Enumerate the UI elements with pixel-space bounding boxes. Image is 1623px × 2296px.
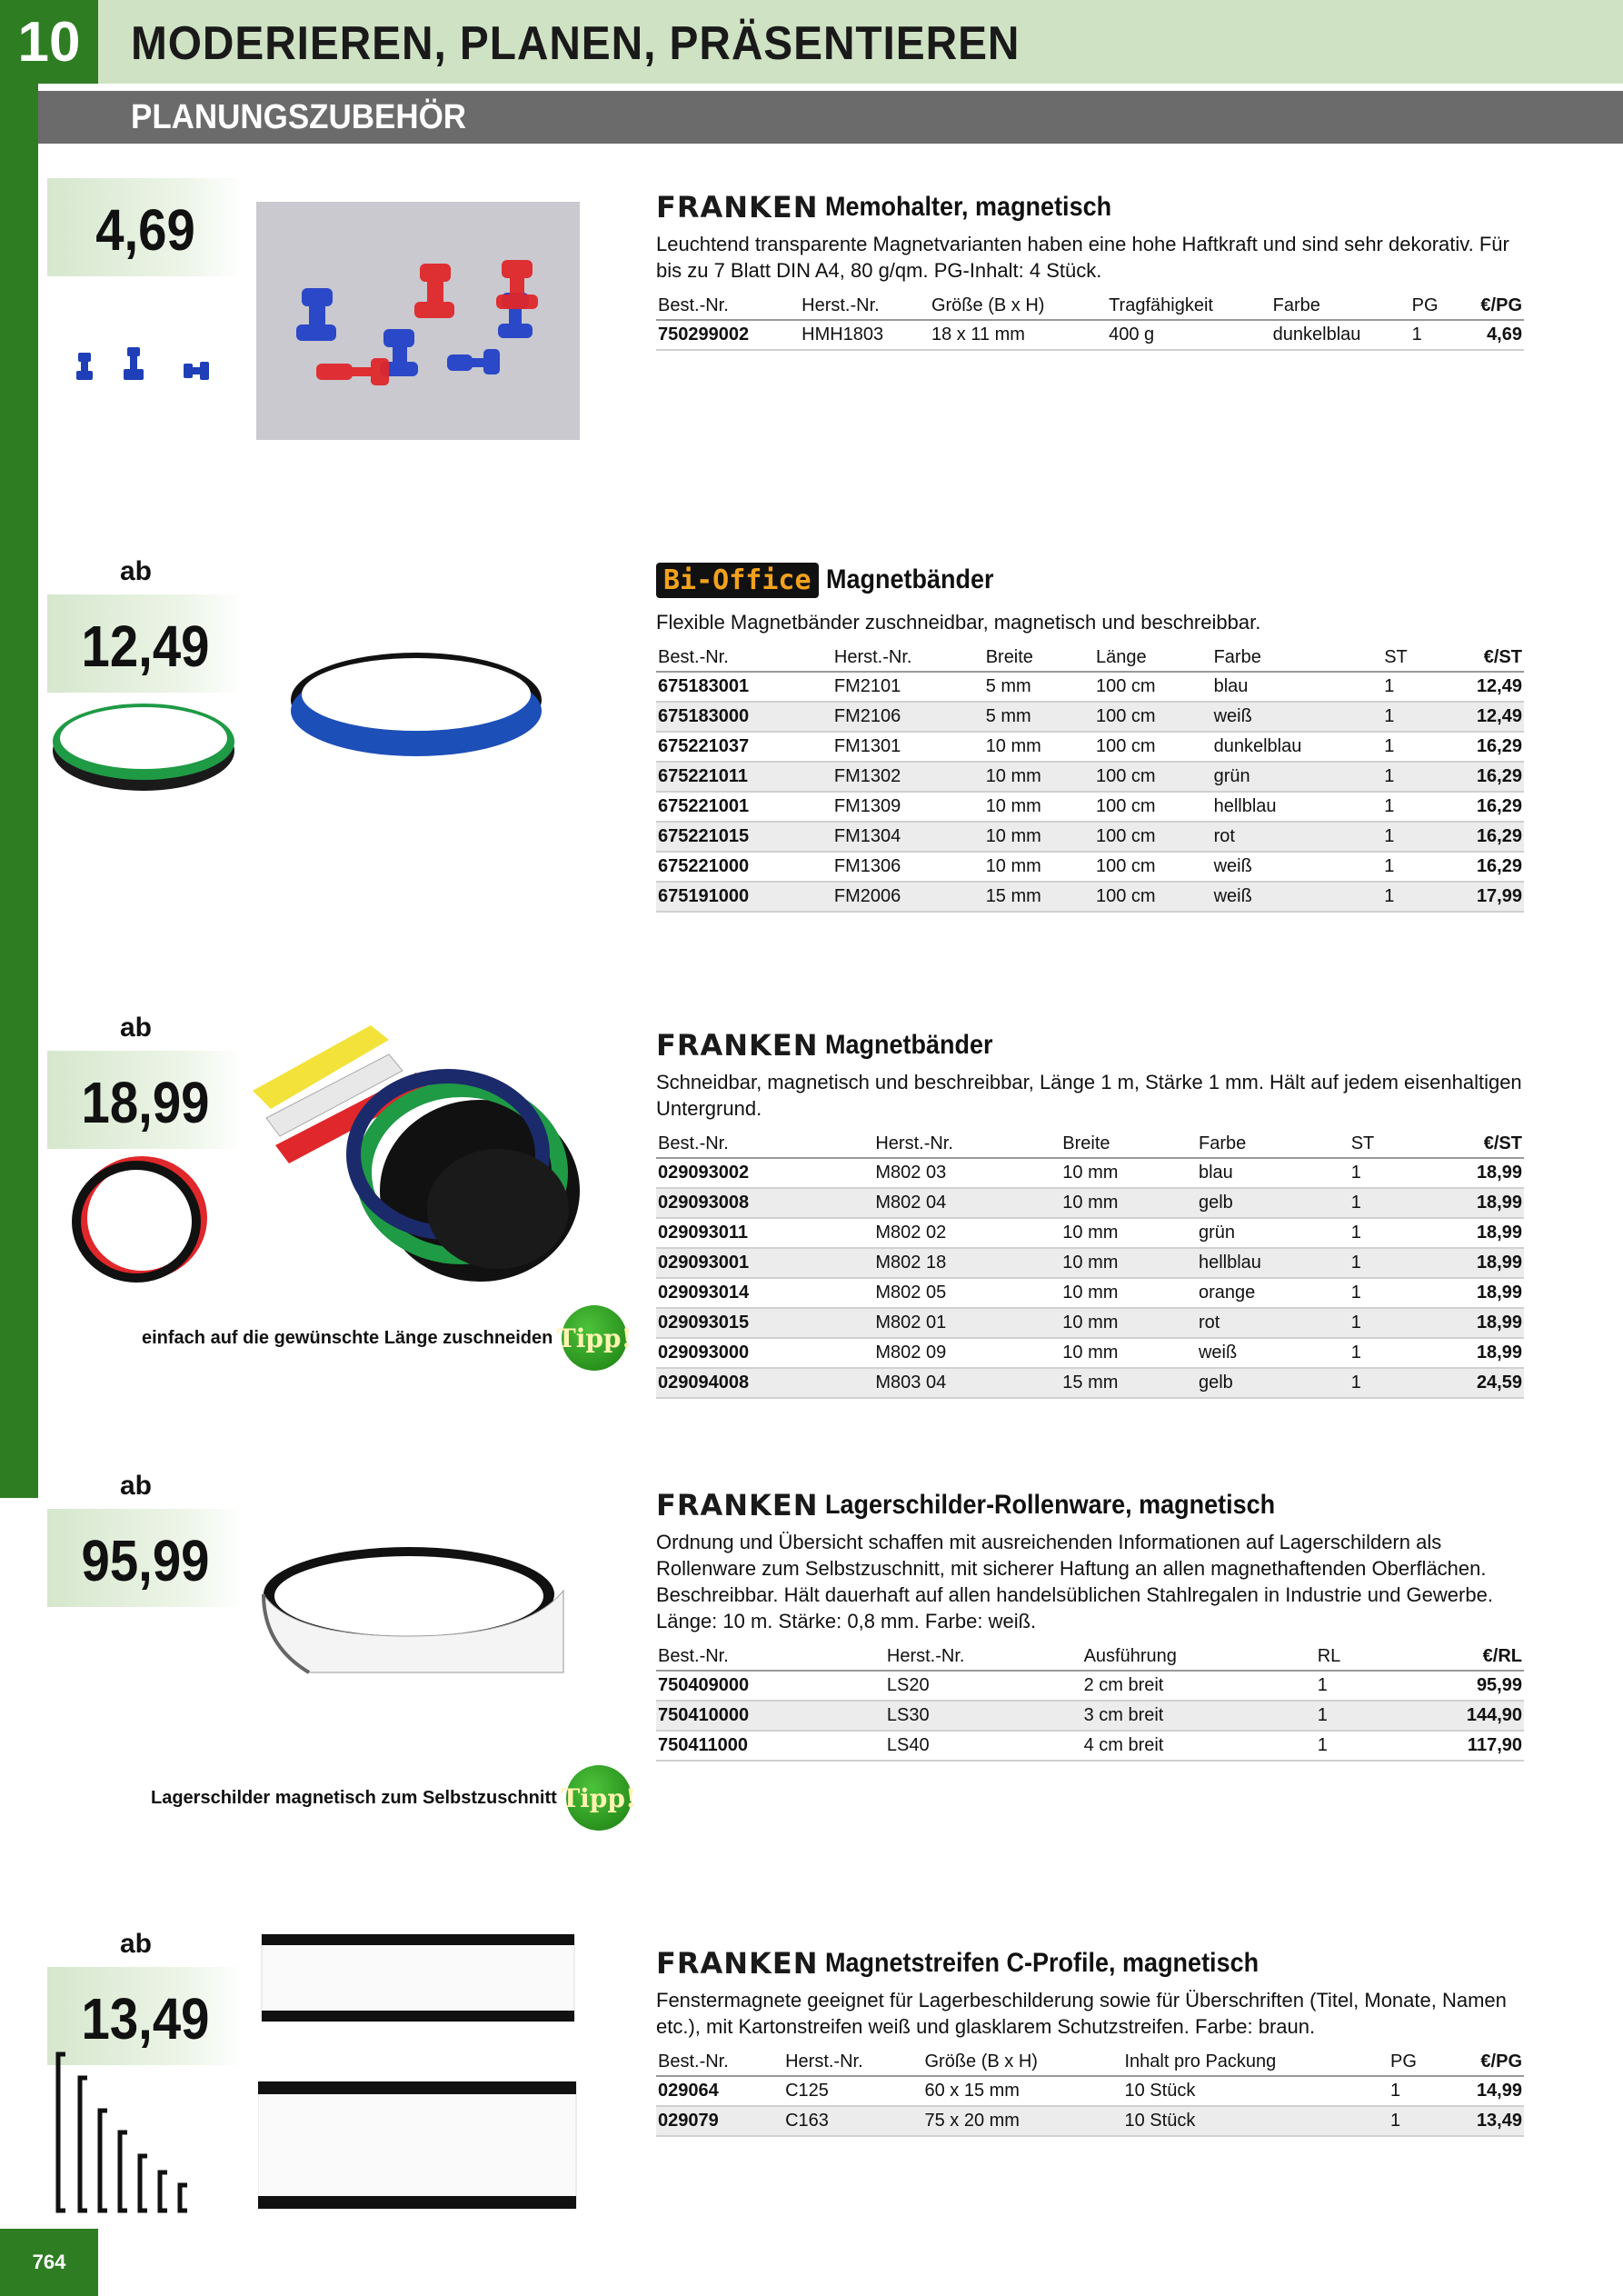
table-cell: 750409000 [656,1671,885,1701]
table-row [656,2106,1524,2136]
table-cell: 100 cm [1094,762,1212,792]
table-cell: 5 mm [984,672,1094,702]
table-cell: 10 mm [1060,1188,1197,1218]
label-roll-image [254,1536,573,1695]
table-cell: 16,29 [1432,822,1524,852]
table-cell: 24,59 [1411,1368,1524,1398]
product-description: Ordnung und Übersicht schaffen mit ausreichenden Informationen auf Lagerschildern als Rollenware zum Selbstzuschnitt, mit sicherer Haftung an allen magnethaftenden Oberflächen. Beschreibbar. Hält dauerhaft auf allen handelsüblichen Stahlregalen in Industrie und Gewerbe. Länge: 10 m. Stärke: 0,8 mm. Farbe: weiß. [656,1531,1493,1632]
table-header-cell: €/RL [1380,1643,1524,1671]
table-cell: 1 [1382,852,1432,882]
price-value: 4,69 [95,197,195,263]
table-row [656,2076,1524,2106]
table-cell: 95,99 [1380,1671,1524,1701]
product-memohalter [656,189,1524,351]
table-cell: 1 [1349,1308,1411,1338]
table-cell: 144,90 [1380,1701,1524,1731]
table-cell: dunkelblau [1271,320,1410,350]
table-cell: 15 mm [984,882,1094,912]
table-header-cell: Best.-Nr. [656,2049,783,2076]
table-header-cell: Größe (B x H) [930,293,1107,320]
table-cell: FM2101 [832,672,984,702]
table-cell: 1 [1316,1731,1381,1761]
table-cell: 029093000 [656,1338,873,1368]
table-cell: gelb [1197,1188,1349,1218]
table-cell: 17,99 [1432,882,1524,912]
table-cell: FM1304 [832,822,984,852]
table-cell: 12,49 [1432,702,1524,732]
table-cell: 10 mm [1060,1308,1197,1338]
table-cell: 1 [1316,1671,1381,1701]
table-cell: 029064 [656,2076,783,2106]
table-cell: 14,99 [1439,2076,1524,2106]
page-number: 764 [0,2229,98,2296]
table-cell: 1 [1410,320,1456,350]
table-cell: 1 [1382,792,1432,822]
table-header-cell: €/ST [1411,1131,1524,1158]
table-cell: 10 mm [1060,1158,1197,1188]
table-cell: dunkelblau [1212,732,1383,762]
table-row [656,1188,1524,1218]
chapter-sidebar [0,84,38,1498]
table-cell: M802 01 [873,1308,1060,1338]
tip-note [151,1765,637,1831]
table-cell: 75 x 20 mm [922,2106,1122,2136]
table-header-cell: Ausführung [1082,1643,1316,1671]
franken-tape-rolls-image [71,1018,589,1295]
product-table [656,1643,1524,1762]
table-cell: 1 [1349,1248,1411,1278]
table-cell: 750410000 [656,1701,885,1731]
table-cell: 10 mm [984,822,1094,852]
table-header-cell: €/PG [1456,293,1524,320]
table-cell: 10 Stück [1123,2076,1389,2106]
table-cell: M802 04 [873,1188,1060,1218]
table-header-cell: ST [1382,644,1432,672]
table-cell: 10 mm [984,792,1094,822]
table-cell: M802 02 [873,1218,1060,1248]
table-cell: 1 [1382,822,1432,852]
table-cell: 18,99 [1411,1308,1524,1338]
table-row [656,702,1524,732]
table-cell: 1 [1316,1701,1381,1731]
table-cell: 675183000 [656,702,832,732]
table-cell: weiß [1212,702,1383,732]
table-cell: grün [1212,762,1383,792]
table-cell: 18,99 [1411,1158,1524,1188]
table-cell: orange [1197,1278,1349,1308]
table-cell: M802 05 [873,1278,1060,1308]
table-cell: FM1301 [832,732,984,762]
table-cell: 5 mm [984,702,1094,732]
table-cell: 1 [1349,1338,1411,1368]
table-cell: 12,49 [1432,672,1524,702]
table-header-cell: RL [1316,1643,1381,1671]
table-cell: hellblau [1197,1248,1349,1278]
tip-badge-icon: Tipp! [566,1765,632,1831]
table-row [656,1671,1524,1701]
price-value: 18,99 [81,1070,210,1135]
table-cell: 10 mm [984,732,1094,762]
table-cell: 2 cm breit [1082,1671,1316,1701]
table-cell: 675221015 [656,822,832,852]
section-bar [38,91,1623,144]
table-row [656,1308,1524,1338]
table-row [656,1701,1524,1731]
product-name: Lagerschilder-Rollenware, magnetisch [825,1490,1276,1520]
product-name: Magnetbänder [825,564,994,594]
product-table [656,2049,1524,2137]
table-header-cell: Inhalt pro Packung [1123,2049,1389,2076]
price-prefix: ab [119,1013,152,1043]
memo-holder-image [256,202,580,444]
table-cell: M802 09 [873,1338,1060,1368]
table-header-cell: €/PG [1439,2049,1524,2076]
table-cell: 029093011 [656,1218,873,1248]
table-header-cell: Herst.-Nr. [832,644,984,672]
product-bioffice-magnetbaender [656,556,1524,913]
table-cell: 100 cm [1094,822,1212,852]
table-row [656,1278,1524,1308]
table-cell: 1 [1382,882,1432,912]
product-name: Memohalter, magnetisch [825,192,1112,222]
table-cell: 675221001 [656,792,832,822]
table-row [656,852,1524,882]
table-cell: 1 [1382,702,1432,732]
table-row [656,1731,1524,1761]
product-description: Schneidbar, magnetisch und beschreibbar, Länge 1 m, Stärke 1 mm. Hält auf jedem eisenhaltigen Untergrund. [656,1071,1522,1120]
product-franken-magnetbaender [656,1027,1524,1399]
table-header-cell: Herst.-Nr. [885,1643,1082,1671]
price-prefix: ab [119,1471,152,1501]
table-row [656,320,1524,350]
table-cell: 029093015 [656,1308,873,1338]
table-header-cell: Best.-Nr. [656,1643,885,1671]
table-header-cell: Farbe [1271,293,1410,320]
price-value: 12,49 [81,614,210,679]
table-cell: M803 04 [873,1368,1060,1398]
section-title: PLANUNGSZUBEHÖR [131,98,467,136]
table-cell: 13,49 [1439,2106,1524,2136]
table-cell: 675191000 [656,882,832,912]
table-cell: 10 mm [1060,1338,1197,1368]
table-header-cell: Best.-Nr. [656,644,832,672]
price-tag [47,178,244,276]
magnetic-tape-rolls-image [45,627,554,814]
product-c-profile [656,1945,1524,2137]
table-header-cell: Best.-Nr. [656,293,800,320]
table-cell: FM1309 [832,792,984,822]
table-header-cell: €/ST [1432,644,1524,672]
tip-badge-icon: Tipp! [562,1305,627,1371]
table-cell: 675221000 [656,852,832,882]
table-cell: 10 Stück [1123,2106,1389,2136]
table-cell: 16,29 [1432,792,1524,822]
product-table [656,293,1524,351]
table-row [656,822,1524,852]
tip-text: einfach auf die gewünschte Länge zuschneiden [142,1327,553,1348]
page-title: MODERIEREN, PLANEN, PRÄSENTIEREN [131,17,1021,70]
memo-holder-image-small [73,344,227,403]
product-lagerschilder [656,1487,1524,1762]
table-cell: 16,29 [1432,852,1524,882]
table-row [656,1158,1524,1188]
table-cell: 1 [1349,1218,1411,1248]
table-cell: 750411000 [656,1731,885,1761]
table-cell: 100 cm [1094,882,1212,912]
c-profile-strips-image [258,1927,578,2222]
table-row [656,1248,1524,1278]
table-cell: grün [1197,1218,1349,1248]
table-cell: 029093002 [656,1158,873,1188]
table-header-cell: ST [1349,1131,1411,1158]
table-cell: LS20 [885,1671,1082,1701]
table-header-cell: Breite [1060,1131,1197,1158]
table-cell: rot [1212,822,1383,852]
table-cell: 029079 [656,2106,783,2136]
table-cell: weiß [1212,852,1383,882]
table-cell: FM2106 [832,702,984,732]
table-cell: 1 [1349,1278,1411,1308]
table-cell: 10 mm [984,762,1094,792]
table-cell: hellblau [1212,792,1383,822]
table-cell: 16,29 [1432,732,1524,762]
brand-logo: FRANKEN [656,1488,819,1522]
table-row [656,1338,1524,1368]
table-cell: LS30 [885,1701,1082,1731]
table-cell: 1 [1349,1368,1411,1398]
table-cell: 4,69 [1456,320,1524,350]
price-value: 13,49 [81,1986,210,2051]
table-cell: 10 mm [1060,1218,1197,1248]
table-cell: LS40 [885,1731,1082,1761]
table-cell: FM1306 [832,852,984,882]
table-cell: 16,29 [1432,762,1524,792]
table-cell: 10 mm [984,852,1094,882]
table-header-cell: Größe (B x H) [922,2049,1122,2076]
table-cell: 18,99 [1411,1278,1524,1308]
brand-logo: FRANKEN [656,1946,819,1981]
table-header-cell: Breite [984,644,1094,672]
table-cell: 029093014 [656,1278,873,1308]
table-cell: FM1302 [832,762,984,792]
table-cell: 18,99 [1411,1218,1524,1248]
table-cell: 18,99 [1411,1338,1524,1368]
table-cell: weiß [1212,882,1383,912]
brand-logo: FRANKEN [656,1028,819,1063]
table-cell: blau [1212,672,1383,702]
table-cell: 1 [1382,672,1432,702]
table-cell: 18 x 11 mm [930,320,1107,350]
chapter-number: 10 [0,0,98,84]
table-cell: weiß [1197,1338,1349,1368]
brand-logo: Bi-Office [656,563,819,598]
table-cell: 1 [1349,1188,1411,1218]
table-cell: 18,99 [1411,1248,1524,1278]
price-prefix: ab [119,1929,152,1959]
table-cell: blau [1197,1158,1349,1188]
table-cell: C163 [783,2106,922,2136]
table-cell: 1 [1382,732,1432,762]
table-cell: 10 mm [1060,1248,1197,1278]
table-header-cell: Herst.-Nr. [783,2049,922,2076]
title-bar [98,0,1623,84]
c-profile-cross-section-diagram [53,2041,234,2219]
table-row [656,732,1524,762]
table-cell: 3 cm breit [1082,1701,1316,1731]
table-row [656,672,1524,702]
table-cell: 100 cm [1094,702,1212,732]
table-header-cell: Tragfähigkeit [1107,293,1271,320]
tip-note [142,1305,632,1371]
table-cell: M802 18 [873,1248,1060,1278]
table-cell: 750299002 [656,320,800,350]
product-name: Magnetstreifen C-Profile, magnetisch [825,1948,1260,1978]
table-cell: 675183001 [656,672,832,702]
price-value: 95,99 [81,1528,210,1593]
tip-text: Lagerschilder magnetisch zum Selbstzuschnitt [151,1787,557,1808]
product-name: Magnetbänder [825,1030,994,1060]
table-header-cell: Farbe [1212,644,1383,672]
table-cell: 100 cm [1094,672,1212,702]
table-cell: M802 03 [873,1158,1060,1188]
table-cell: 1 [1389,2076,1439,2106]
table-header-cell: PG [1389,2049,1439,2076]
table-cell: rot [1197,1308,1349,1338]
table-row [656,762,1524,792]
table-cell: 15 mm [1060,1368,1197,1398]
table-cell: 1 [1382,762,1432,792]
price-prefix: ab [119,556,152,586]
table-header-cell: PG [1410,293,1456,320]
table-cell: FM2006 [832,882,984,912]
table-cell: 029093008 [656,1188,873,1218]
table-cell: 1 [1349,1158,1411,1188]
table-header-cell: Länge [1094,644,1212,672]
table-cell: 60 x 15 mm [922,2076,1122,2106]
price-tag [47,1471,244,1607]
table-cell: gelb [1197,1368,1349,1398]
table-cell: 18,99 [1411,1188,1524,1218]
product-table [656,644,1524,913]
table-cell: 400 g [1107,320,1271,350]
table-row [656,1368,1524,1398]
table-cell: 029093001 [656,1248,873,1278]
table-row [656,792,1524,822]
table-cell: 100 cm [1094,852,1212,882]
table-cell: 675221011 [656,762,832,792]
table-row [656,1218,1524,1248]
product-description: Fenstermagnete geeignet für Lagerbeschilderung sowie für Überschriften (Titel, Monate, Namen etc.), mit Kartonstreifen weiß und glasklarem Schutzstreifen. Farbe: braun. [656,1989,1507,2038]
table-cell: 117,90 [1380,1731,1524,1761]
product-description: Leuchtend transparente Magnetvarianten haben eine hohe Haftkraft und sind sehr dekorativ. Für bis zu 7 Blatt DIN A4, 80 g/qm. PG-Inhalt: 4 Stück. [656,233,1509,282]
table-row [656,882,1524,912]
table-header-cell: Herst.-Nr. [800,293,930,320]
table-cell: 10 mm [1060,1278,1197,1308]
table-header-cell: Best.-Nr. [656,1131,873,1158]
product-table [656,1131,1524,1399]
brand-logo: FRANKEN [656,190,819,225]
table-header-cell: Farbe [1197,1131,1349,1158]
table-cell: 4 cm breit [1082,1731,1316,1761]
table-cell: 029094008 [656,1368,873,1398]
table-cell: 100 cm [1094,732,1212,762]
table-cell: HMH1803 [800,320,930,350]
table-cell: 675221037 [656,732,832,762]
table-cell: 100 cm [1094,792,1212,822]
table-cell: C125 [783,2076,922,2106]
table-cell: 1 [1389,2106,1439,2136]
table-header-cell: Herst.-Nr. [873,1131,1060,1158]
product-description: Flexible Magnetbänder zuschneidbar, magnetisch und beschreibbar. [656,611,1261,634]
